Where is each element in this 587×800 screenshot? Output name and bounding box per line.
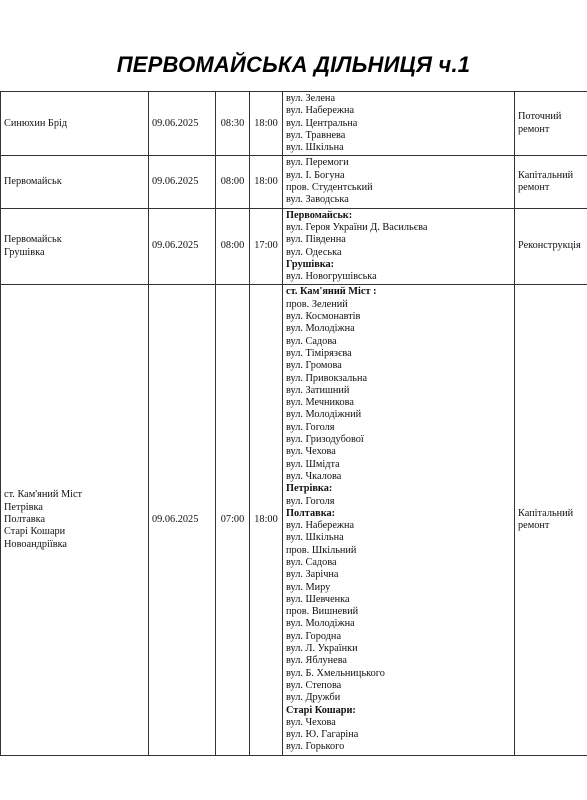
streets-cell [283,208,515,285]
street-item: вул. Миру [286,581,331,593]
settlement-heading: Старі Кошари: [286,704,356,716]
settlement-cell [1,156,149,208]
end-time-cell: 18:00 [250,156,283,208]
street-item: вул. Одеська [286,246,342,258]
start-time-cell: 08:00 [216,156,250,208]
settlement-cell [1,92,149,156]
street-item: вул. Городна [286,630,342,642]
end-time-cell: 17:00 [250,208,283,285]
work-type-cell [515,285,587,755]
street-item: вул. Садова [286,556,337,568]
work-type-text: Реконструкція [518,240,581,252]
street-item: пров. Вишневий [286,606,359,618]
streets-cell [283,285,515,755]
street-item: вул. Мечникова [286,397,354,409]
street-item: вул. Яблунева [286,655,348,667]
date-cell: 09.06.2025 [149,208,216,285]
work-type-text: ремонт [518,182,550,194]
settlement-heading: Грушівка: [286,258,335,270]
work-type-text: Поточний [518,111,562,123]
work-type-cell [515,208,587,285]
street-item: вул. Гризодубової [286,434,364,446]
street-item: вул. Гоголя [286,495,335,507]
table-row [1,156,587,208]
street-item: вул. Центральна [286,117,358,129]
date-cell: 09.06.2025 [149,92,216,156]
street-item: вул. Південна [286,234,346,246]
date-cell: 09.06.2025 [149,156,216,208]
page-title: ПЕРВОМАЙСЬКА ДІЛЬНИЦЯ ч.1 [116,52,471,77]
settlement-name: Старі Кошари [4,526,66,538]
street-item: вул. Горького [286,741,345,753]
settlement-cell [1,208,149,285]
street-item: вул. Заводська [286,194,349,206]
street-item: вул. Героя України Д. Васильєва [286,221,428,233]
table-row [1,92,587,156]
street-item: вул. Шевченка [286,593,350,605]
date-cell: 09.06.2025 [149,285,216,755]
settlement-name: Петрівка [4,501,43,513]
outage-schedule-table [0,91,587,756]
street-item: вул. Ю. Гагаріна [286,729,359,741]
street-item: вул. Зелена [286,93,336,104]
street-item: вул. Степова [286,679,342,691]
street-item: вул. Набережна [286,520,355,532]
settlement-name: Полтавка [4,513,46,525]
street-item: вул. Затишний [286,384,350,396]
street-item: вул. Шмідта [286,458,340,470]
street-item: пров. Зелений [286,298,348,310]
street-item: вул. Чехова [286,716,336,728]
start-time-cell: 08:30 [216,92,250,156]
street-item: вул. Зарічна [286,569,339,581]
street-item: вул. Чехова [286,446,336,458]
settlement-name: Первомайськ [4,234,62,246]
street-item: вул. Молодіжна [286,618,355,630]
street-item: вул. Набережна [286,105,355,117]
settlement-heading: Полтавка: [286,507,336,519]
street-item: вул. Космонавтів [286,311,361,323]
settlement-heading: Первомайськ: [286,209,353,221]
streets-cell [283,92,515,156]
street-item: вул. Гоголя [286,421,335,433]
settlement-name: Грушівка [4,246,45,258]
street-item: вул. Громова [286,360,342,372]
settlement-heading: Петрівка: [286,483,333,495]
table-row [1,285,587,755]
street-item: вул. Новогрушівська [286,271,377,283]
street-item: вул. Перемоги [286,157,349,169]
street-item: вул. Тімірязєва [286,347,352,359]
street-item: вул. Молодіжна [286,323,355,335]
table-row [1,208,587,285]
settlement-name: Новоандріївка [4,538,67,550]
street-item: вул. Молодіжний [286,409,362,421]
start-time-cell: 07:00 [216,285,250,755]
settlement-name: Первомайськ [4,175,62,187]
work-type-cell [515,92,587,156]
street-item: вул. Чкалова [286,470,342,482]
work-type-text: Капітальний [518,507,574,519]
street-item: вул. Л. Українки [286,643,358,655]
work-type-text: Капітальний [518,169,574,181]
street-item: вул. Дружби [286,692,341,704]
end-time-cell: 18:00 [250,92,283,156]
street-item: пров. Студентський [286,182,373,194]
work-type-text: ремонт [518,123,550,135]
streets-cell [283,156,515,208]
settlement-name: ст. Кам'яний Міст [4,489,83,501]
start-time-cell: 08:00 [216,208,250,285]
street-item: пров. Шкільний [286,544,357,556]
street-item: вул. Шкільна [286,142,344,154]
settlement-name: Синюхин Брід [4,117,68,129]
street-item: вул. Б. Хмельницького [286,667,385,679]
street-item: вул. Садова [286,335,337,347]
end-time-cell: 18:00 [250,285,283,755]
street-item: вул. Травнева [286,129,346,141]
settlement-heading: ст. Кам'яний Міст : [286,286,377,298]
work-type-cell [515,156,587,208]
settlement-cell [1,285,149,755]
street-item: вул. Привокзальна [286,372,368,384]
street-item: вул. І. Богуна [286,169,345,181]
street-item: вул. Шкільна [286,532,344,544]
work-type-text: ремонт [518,520,550,532]
